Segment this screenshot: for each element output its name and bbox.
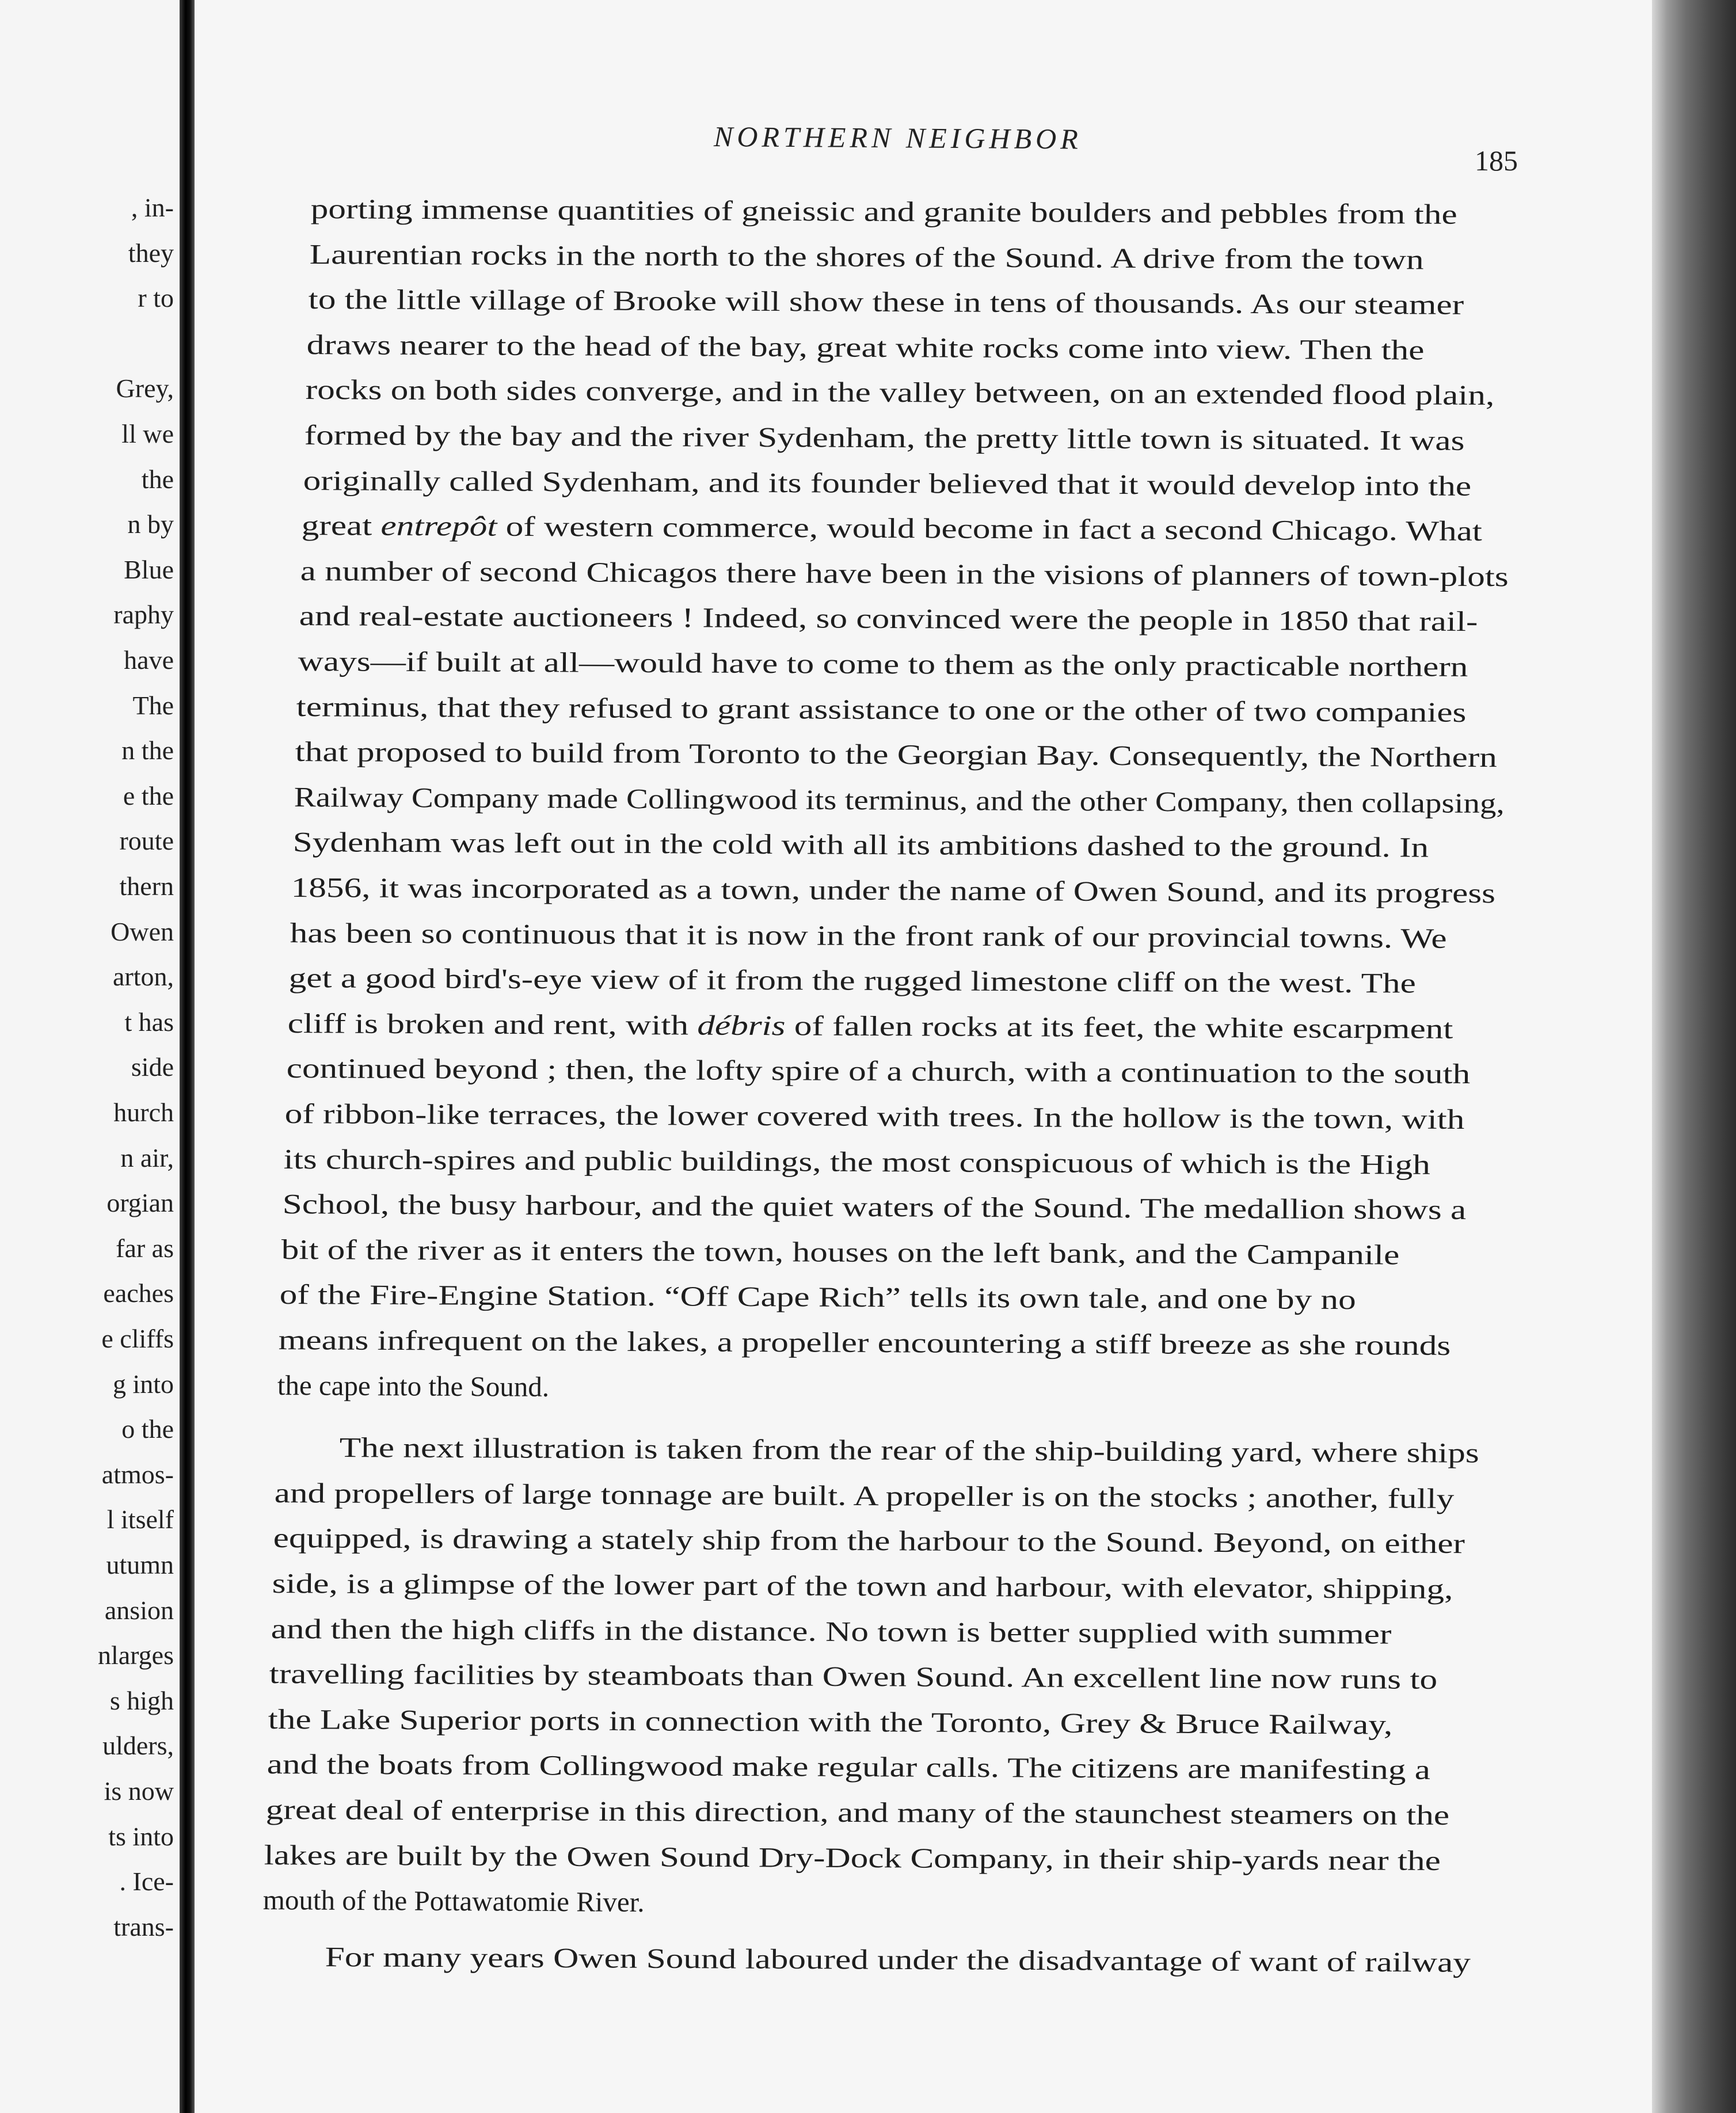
left-page-fragment: r to — [138, 283, 174, 313]
left-page-fragment: orgian — [106, 1188, 174, 1218]
left-page-fragment: route — [119, 826, 174, 856]
left-page-fragment: ll we — [121, 419, 174, 448]
text-line: For many years Owen Sound laboured under the disadvantage of want of railway — [325, 1940, 1471, 1978]
left-page-fragment: ansion — [104, 1595, 174, 1625]
text-line: of ribbon-like terraces, the lower covered with trees. In the hollow is the town, with — [284, 1098, 1465, 1136]
text-line: cliff is broken and rent, with débris of fallen rocks at its feet, the white escarpment — [287, 1007, 1453, 1045]
left-page-fragment: trans- — [113, 1912, 174, 1941]
left-page-fragment: n air, — [120, 1143, 174, 1172]
left-page-fragment: g into — [112, 1369, 174, 1399]
left-page-fragment: atmos- — [101, 1459, 174, 1489]
left-page-fragment: have — [124, 645, 174, 675]
text-line: the cape into the Sound. — [277, 1369, 550, 1403]
left-page-fragment: far as — [116, 1233, 174, 1263]
text-line: Sydenham was left out in the cold with all its ambitions dashed to the ground. In — [292, 826, 1429, 864]
left-page-fragment: ts into — [108, 1821, 174, 1851]
text-line: 1856, it was incorporated as a town, under the name of Owen Sound, and its progress — [291, 871, 1496, 909]
text-line: the Lake Superior ports in connection with the Toronto, Grey & Bruce Railway, — [268, 1703, 1393, 1741]
left-page-fragment: utumn — [106, 1550, 174, 1579]
italic-term: débris — [696, 1009, 786, 1042]
page-number: 185 — [1475, 144, 1518, 177]
left-page-fragment: arton, — [112, 962, 174, 992]
text-line: and propellers of large tonnage are built. A propeller is on the stocks ; another, fully — [274, 1476, 1455, 1514]
text-line: and real-estate auctioneers ! Indeed, so convinced were the people in 1850 that rail- — [299, 600, 1478, 638]
left-page-fragment: . Ice- — [119, 1867, 174, 1897]
text-line: travelling facilities by steamboats than Owen Sound. An excellent line now runs to — [269, 1658, 1438, 1696]
left-page-fragment: o the — [121, 1414, 174, 1444]
text-line: Laurentian rocks in the north to the shores of the Sound. A drive from the town — [309, 238, 1424, 276]
text-line: originally called Sydenham, and its founder believed that it would develop into the — [303, 464, 1471, 502]
left-page-fragment: is now — [104, 1776, 174, 1806]
text-line: its church-spires and public buildings, the most conspicuous of which is the High — [283, 1143, 1431, 1181]
left-page-fragment: l itself — [106, 1505, 174, 1535]
left-page-fragment: Owen — [111, 916, 174, 946]
text-line: and the boats from Collingwood make regular calls. The citizens are manifesting a — [267, 1748, 1431, 1786]
text-line: get a good bird's-eye view of it from the rugged limestone cliff on the west. The — [288, 962, 1417, 999]
left-page-fragment: the — [141, 464, 174, 494]
left-page-fragment: they — [128, 238, 174, 268]
text-line: The next illustration is taken from the rear of the ship-building yard, where ships — [339, 1431, 1479, 1469]
text-line: draws nearer to the head of the bay, great white rocks come into view. Then the — [306, 328, 1425, 366]
text-line: of the Fire-Engine Station. “Off Cape Rich” tells its own tale, and one by no — [279, 1278, 1357, 1316]
left-page-fragment: t has — [124, 1007, 174, 1037]
text-line: a number of second Chicagos there have been in the visions of planners of town-plots — [300, 554, 1509, 593]
text-line: ways—if built at all—would have to come to them as the only practicable northern — [298, 645, 1468, 683]
left-page-fragment: Blue — [124, 554, 174, 584]
text-line: rocks on both sides converge, and in the valley between, on an extended flood plain, — [305, 374, 1495, 412]
text-line: lakes are built by the Owen Sound Dry-Dock Company, in their ship-yards near the — [264, 1838, 1441, 1876]
text-line: means infrequent on the lakes, a propeller encountering a stiff breeze as she rounds — [278, 1324, 1451, 1361]
text-line: to the little village of Brooke will show these in tens of thousands. As our steamer — [308, 283, 1464, 321]
text-line: formed by the bay and the river Sydenham, the pretty little town is situated. It was — [304, 419, 1465, 456]
italic-term: entrepôt — [380, 509, 497, 542]
text-line: side, is a glimpse of the lower part of the town and harbour, with elevator, shipping, — [272, 1567, 1453, 1605]
left-page-fragment: , in- — [131, 193, 174, 222]
left-page-fragment: s high — [109, 1685, 174, 1715]
text-line: terminus, that they refused to grant assistance to one or the other of two companies — [296, 690, 1467, 728]
text-line: that proposed to build from Toronto to the Georgian Bay. Consequently, the Northern — [295, 736, 1498, 774]
text-line: great deal of enterprise in this direction, and many of the staunchest steamers on the — [265, 1794, 1449, 1832]
text-line: great entrepôt of western commerce, would become in fact a second Chicago. What — [301, 509, 1483, 547]
left-page-fragment: eaches — [103, 1278, 174, 1308]
left-page-fragment: Grey, — [116, 374, 174, 403]
left-page-fragment: nlarges — [97, 1640, 174, 1670]
text-line: equipped, is drawing a stately ship from the harbour to the Sound. Beyond, on either — [273, 1522, 1465, 1560]
text-line: bit of the river as it enters the town, houses on the left bank, and the Campanile — [281, 1233, 1400, 1271]
text-line: School, the busy harbour, and the quiet waters of the Sound. The medallion shows a — [282, 1188, 1467, 1226]
left-page-fragment: The — [132, 690, 174, 720]
left-page-fragment: side — [131, 1052, 174, 1082]
left-page-fragment: n by — [127, 509, 174, 539]
text-line: mouth of the Pottawatomie River. — [262, 1884, 645, 1918]
text-line: porting immense quantities of gneissic and granite boulders and pebbles from the — [310, 193, 1457, 230]
left-page-fragment: raphy — [113, 600, 174, 630]
left-page-fragment: e the — [123, 781, 174, 810]
left-page-fragment: ulders, — [102, 1731, 174, 1761]
text-line: Railway Company made Collingwood its terminus, and the other Company, then collapsing, — [294, 781, 1505, 819]
left-page-fragment: e cliffs — [101, 1324, 174, 1353]
text-line: has been so continuous that it is now in the front rank of our provincial towns. We — [290, 916, 1447, 954]
running-head: NORTHERN NEIGHBOR — [713, 120, 1082, 155]
text-line: continued beyond ; then, the lofty spire of a church, with a continuation to the south — [286, 1052, 1471, 1090]
left-page-fragment: hurch — [113, 1098, 174, 1127]
left-page-fragment: n the — [121, 736, 174, 766]
left-page-fragment: thern — [119, 871, 174, 901]
text-line: and then the high cliffs in the distance. No town is better supplied with summer — [271, 1612, 1392, 1650]
